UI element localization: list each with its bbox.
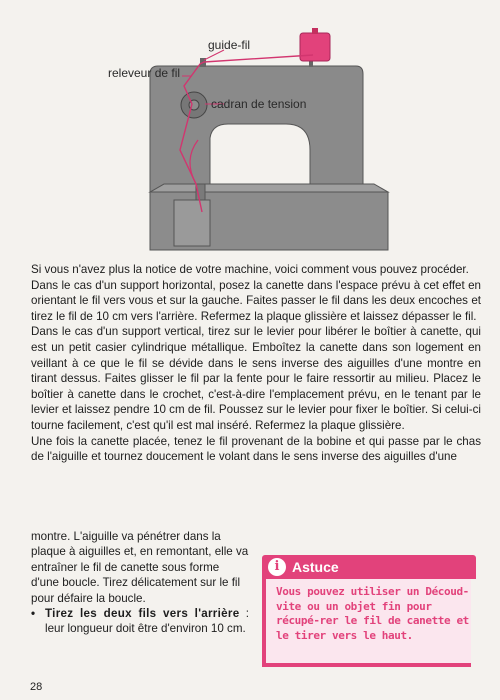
bullet-item bbox=[31, 606, 249, 637]
paragraph-intro: Si vous n'avez plus la notice de votre machine, voici comment vous pouvez procéder. bbox=[31, 263, 469, 276]
machine-base-top bbox=[150, 184, 388, 192]
bullet-text bbox=[45, 606, 249, 637]
bobbin-cover bbox=[174, 200, 210, 246]
tip-box bbox=[262, 555, 476, 669]
lever-label: releveur de fil bbox=[108, 66, 181, 80]
paragraph-bobbin-placed: Une fois la canette placée, tenez le fil provenant de la bobine et qui passe par le chas de l'aiguille et tournez doucement le volant dans le sens inverse des aiguilles d'une bbox=[31, 434, 481, 464]
paragraph-horizontal: Dans le cas d'un support horizontal, posez la canette dans l'espace prévu à cet effet en orientant le fil vers vous et sur la gauche. Faites passer le fil dans les deux encoches et tirez le fil de 10 cm vers l'arrière. Refermez la plaque glissière et laissez dépasser le fil. bbox=[31, 278, 481, 323]
tip-text: Vous pouvez utiliser un Découd-vite ou un objet fin pour récupé-rer le fil de canette et le tirer vers le haut. bbox=[276, 585, 469, 642]
bullet-bold-text: Tirez les deux fils vers l'arrière bbox=[45, 607, 240, 621]
paragraph-vertical: Dans le cas d'un support vertical, tirez sur le levier pour libérer le boîtier à canette, qui est un petit casier cylindrique métallique. Emboîtez la canette dans son logement en veillant à ce que le fil se dévide dans le sens inverse des aiguilles d'une montre en tirant dessus. Faites glisser le fil par la fente pour le faire ressortir au milieu. Placez le boîtier à canette dans le crochet, c'est-à-dire l'emplacement prévu, en le tenant par le levier et laissez pendre 10 cm de fil. Poussez sur le levier pour fixer le boîtier. Si celui-ci tourne facilement, c'est qu'il est mal inséré. Refermez la plaque glissière. bbox=[31, 325, 481, 432]
body-text bbox=[31, 262, 481, 465]
machine-body bbox=[150, 66, 363, 192]
info-icon: i bbox=[268, 558, 286, 576]
tip-title: Astuce bbox=[292, 559, 339, 575]
page-number: 28 bbox=[30, 681, 43, 693]
spool bbox=[300, 33, 330, 61]
guide-label: guide-fil bbox=[208, 38, 251, 52]
dial-label: cadran de tension bbox=[211, 97, 307, 111]
bullet-rest-text: : leur longueur doit être d'environ 10 cm. bbox=[45, 607, 249, 636]
tip-header bbox=[262, 555, 476, 579]
spool-top bbox=[312, 28, 318, 34]
lower-column bbox=[31, 529, 249, 637]
bullet-marker: • bbox=[31, 607, 36, 621]
paragraph-bobbin-placed-continued: montre. L'aiguille va pénétrer dans la plaque à aiguilles et, en remontant, elle va entraîner le fil de canette sous forme d'une boucle. Tirez délicatement sur le fil pour défaire la boucle. bbox=[31, 530, 249, 605]
